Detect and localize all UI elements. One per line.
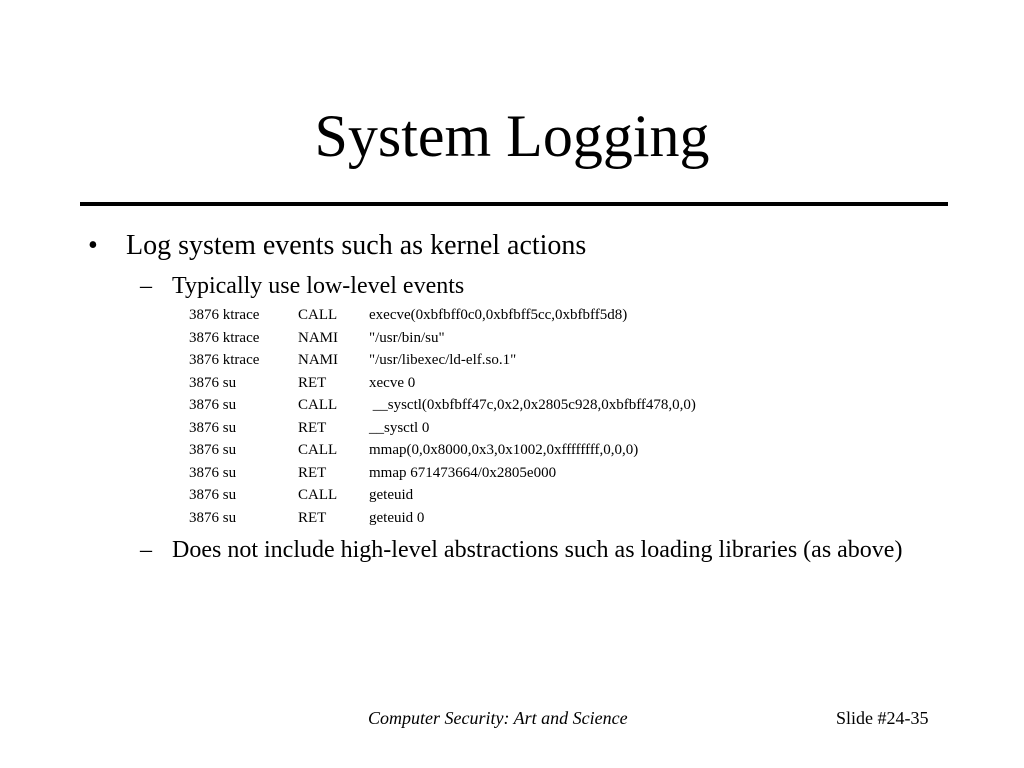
- trace-pid: 3876 su: [189, 487, 237, 503]
- trace-detail: geteuid 0: [369, 509, 425, 526]
- trace-detail: geteuid: [369, 487, 414, 503]
- trace-detail: __sysctl 0: [369, 419, 430, 436]
- trace-pid: 3876 su: [189, 397, 237, 413]
- trace-pid: 3876 su: [189, 464, 237, 481]
- trace-pid: 3876 su: [189, 509, 237, 526]
- trace-pid: 3876 ktrace: [189, 307, 260, 323]
- footer-source: Computer Security: Art and Science: [368, 708, 628, 728]
- trace-pid: 3876 su: [189, 442, 237, 458]
- sub-bullet-text: Does not include high-level abstractions such as loading libraries (as above): [172, 537, 903, 563]
- trace-type: NAMI: [298, 329, 338, 346]
- trace-pid: 3876 ktrace: [189, 352, 260, 368]
- trace-detail: execve(0xbfbff0c0,0xbfbff5cc,0xbfbff5d8): [369, 307, 628, 323]
- bullet-text: Log system events such as kernel actions: [126, 230, 587, 261]
- trace-type: CALL: [298, 487, 338, 503]
- trace-pid: 3876 su: [189, 419, 237, 436]
- trace-detail: __sysctl(0xbfbff47c,0x2,0x2805c928,0xbfbff478,0,0): [369, 397, 696, 413]
- trace-pid: 3876 su: [189, 374, 237, 391]
- trace-detail: "/usr/bin/su": [369, 329, 445, 346]
- trace-type: NAMI: [298, 352, 338, 368]
- trace-type: RET: [298, 419, 327, 436]
- trace-detail: xecve 0: [369, 374, 416, 391]
- trace-type: RET: [298, 374, 327, 391]
- sub-bullet-marker: –: [140, 537, 152, 563]
- bullet-marker: •: [88, 230, 98, 261]
- trace-type: CALL: [298, 442, 338, 458]
- sub-bullet-text: Typically use low-level events: [172, 273, 465, 299]
- trace-detail: mmap 671473664/0x2805e000: [369, 464, 557, 481]
- trace-detail: "/usr/libexec/ld-elf.so.1": [369, 352, 517, 368]
- page-title: System Logging: [314, 103, 710, 169]
- trace-type: RET: [298, 509, 327, 526]
- trace-type: CALL: [298, 307, 338, 323]
- title-divider: [80, 202, 948, 206]
- trace-type: CALL: [298, 397, 338, 413]
- trace-detail: mmap(0,0x8000,0x3,0x1002,0xffffffff,0,0,0): [369, 442, 639, 458]
- sub-bullet-marker: –: [140, 273, 152, 299]
- slide-number: Slide #24-35: [836, 708, 929, 728]
- trace-pid: 3876 ktrace: [189, 329, 260, 346]
- trace-type: RET: [298, 464, 327, 481]
